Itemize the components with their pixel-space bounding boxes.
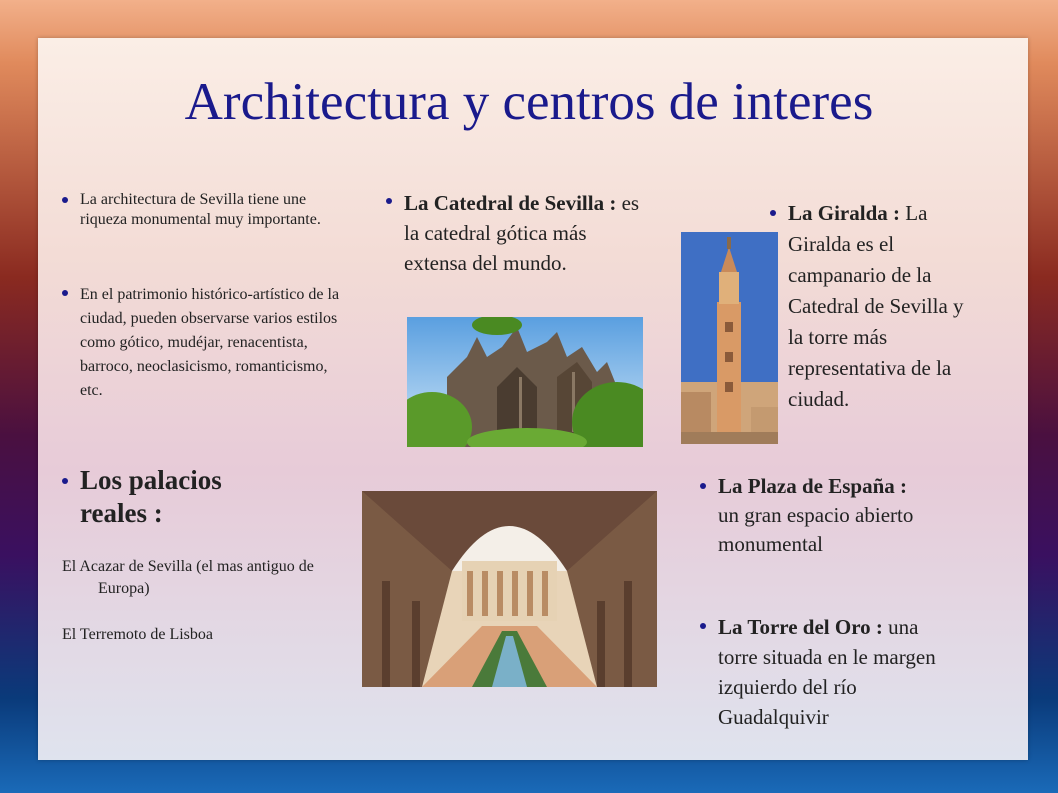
bullet-architecture-intro [62,190,362,230]
giralda-name: La Giralda : [788,201,901,225]
plaza-desc: un gran espacio abierto monumental [718,503,914,556]
bullet-catedral [386,188,666,278]
plaza-name: La Plaza de España : [718,474,908,498]
slide-title: Architectura y centros de interes [184,73,874,131]
bullet-palacios-reales [62,464,302,530]
giralda-desc: La Giralda es el campanario de la Catedral de Sevilla y la torre más representativa de la ciudad. [788,201,964,411]
palacio-terremoto: El Terremoto de Lisboa [62,626,213,643]
giralda-text [788,198,973,415]
catedral-desc: es la catedral gótica más extensa del mundo. [404,191,640,275]
patrimonio-text: En el patrimonio histórico-artístico de la ciudad, pueden observarse varios estilos como gótico, mudéjar, renacentista, barroco, neoclasicismo, romanticismo, etc. [80,286,340,399]
bullet-dot-icon [62,478,68,484]
plaza-text [718,472,918,559]
torre-desc: una torre situada en le margen izquierdo del río Guadalquivir [718,615,936,729]
bullet-dot-icon [386,198,392,204]
bullet-plaza-espana [700,472,940,559]
bullet-dot-icon [62,197,68,203]
bullet-dot-icon [700,623,706,629]
bullet-giralda [770,198,1000,415]
torre-name: La Torre del Oro : [718,615,883,639]
architecture-intro-text: La architectura de Sevilla tiene une riqueza monumental muy importante. [80,191,321,228]
giralda-photo [681,232,778,444]
palacios-heading: Los palacios reales : [80,465,222,528]
bullet-patrimonio [62,283,362,403]
bullet-dot-icon [62,290,68,296]
alcazar-photo [362,491,657,687]
bullet-dot-icon [770,210,776,216]
catedral-name: La Catedral de Sevilla : [404,191,617,215]
catedral-text [404,188,649,278]
catedral-photo [407,317,643,447]
bullet-torre-del-oro [700,612,960,732]
palacio-alcazar: El Acazar de Sevilla (el mas antiguo de Europa) [62,558,314,597]
torre-text [718,612,943,732]
bullet-dot-icon [700,483,706,489]
